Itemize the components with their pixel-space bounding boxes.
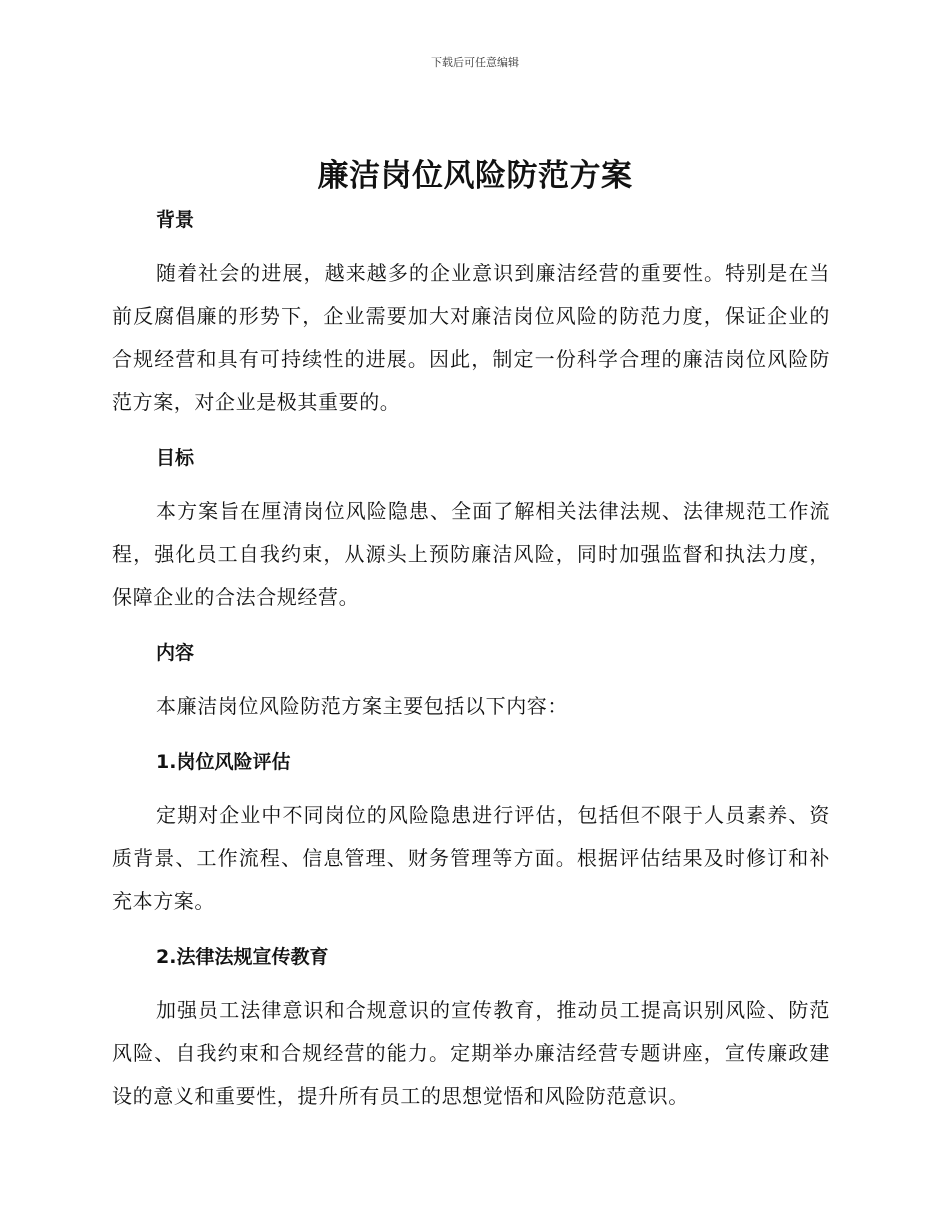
section-risk-assessment <box>112 740 830 923</box>
document-body <box>112 198 830 1118</box>
section-background <box>112 198 830 424</box>
section-paragraph: 加强员工法律意识和合规意识的宣传教育，推动员工提高识别风险、防范风险、自我约束和合规经营的能力。定期举办廉洁经营专题讲座，宣传廉政建设的意义和重要性，提升所有员工的思想觉悟和风险防范意识。 <box>112 998 830 1108</box>
section-content <box>112 631 830 728</box>
section-heading: 目标 <box>156 447 195 469</box>
section-heading: 内容 <box>156 642 195 664</box>
section-heading: 背景 <box>156 209 195 231</box>
section-heading: 1.岗位风险评估 <box>156 751 291 773</box>
section-legal-education <box>112 935 830 1118</box>
document-title: 廉洁岗位风险防范方案 <box>317 158 633 194</box>
section-heading: 2.法律法规宣传教育 <box>156 946 329 968</box>
section-paragraph: 定期对企业中不同岗位的风险隐患进行评估，包括但不限于人员素养、资质背景、工作流程、信息管理、财务管理等方面。根据评估结果及时修订和补充本方案。 <box>112 803 830 913</box>
section-goal <box>112 436 830 619</box>
section-paragraph: 本方案旨在厘清岗位风险隐患、全面了解相关法律法规、法律规范工作流程，强化员工自我约束，从源头上预防廉洁风险，同时加强监督和执法力度，保障企业的合法合规经营。 <box>112 499 830 609</box>
section-paragraph: 随着社会的进展，越来越多的企业意识到廉洁经营的重要性。特别是在当前反腐倡廉的形势下，企业需要加大对廉洁岗位风险的防范力度，保证企业的合规经营和具有可持续性的进展。因此，制定一份科学合理的廉洁岗位风险防范方案，对企业是极其重要的。 <box>112 261 830 414</box>
section-paragraph: 本廉洁岗位风险防范方案主要包括以下内容： <box>156 694 568 718</box>
page-header-note: 下载后可任意编辑 <box>431 56 519 69</box>
